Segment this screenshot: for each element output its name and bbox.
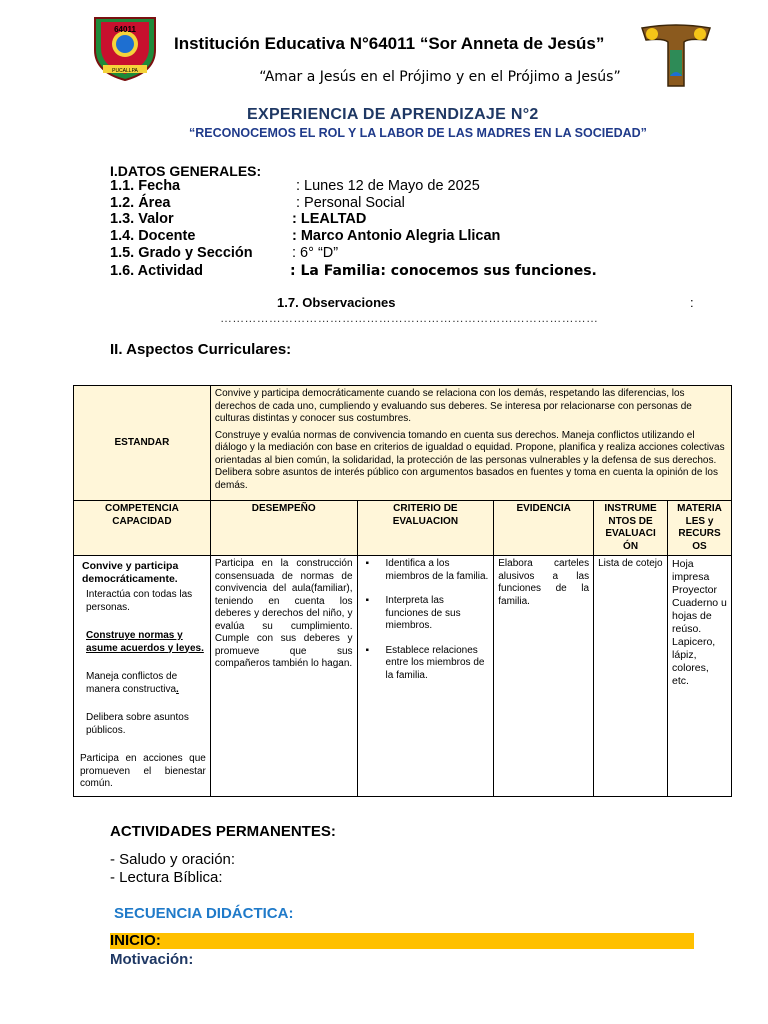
estandar-row <box>74 386 732 501</box>
criterio-item: ▪ Interpreta las funciones de sus miembros. <box>386 595 490 633</box>
docente-value: : Marco Antonio Alegria Llican <box>292 228 501 244</box>
criterio-item: ▪ Establece relaciones entre los miembros de la familia. <box>386 645 490 683</box>
grado-value: : 6° “D” <box>292 245 339 261</box>
competencia-header: COMPETENCIA CAPACIDAD <box>74 501 211 556</box>
capacidad-construye: Construye normas y asume acuerdos y leyes. <box>86 630 204 654</box>
capacidad-interactua: Interactúa con todas las personas. <box>86 589 193 613</box>
area-row <box>110 195 405 211</box>
evidencia-cell: Elabora carteles alusivos a las funciones de la familia. <box>494 556 594 797</box>
estandar-paragraph-1: Convive y participa democráticamente cuando se relaciona con los demás, respetando las diferencias, los derechos de cada uno, cumpliendo y evaluando sus deberes. Se interesa por relacionarse con personas de culturas distintas y conocer sus costumbres. <box>214 388 692 424</box>
capacidad-delibera: Delibera sobre asuntos públicos. <box>86 712 189 736</box>
motivacion-heading: Motivación: <box>110 951 194 968</box>
svg-text:PUCALLPA: PUCALLPA <box>112 68 138 74</box>
competencia-title: Convive y participa democráticamente. <box>82 560 179 585</box>
saludo-item: - Saludo y oración: <box>110 851 236 868</box>
observaciones-colon: : <box>690 295 694 310</box>
materiales-cell: Hoja impresa Proyector Cuaderno u hojas de reúso. Lapicero, lápiz, colores, etc. <box>668 556 732 797</box>
actividad-row <box>110 263 597 279</box>
criterio-cell <box>357 556 494 797</box>
estandar-paragraph-2: Construye y evalúa normas de convivencia tomando en cuenta sus derechos. Maneja conflictos utilizando el diálogo y la mediación con base en criterios de igualdad o equidad. Propone, planifica y realiza acciones colectivas orientadas al bien común, la solidaridad, la protección de las personas vulnerables y la defensa de sus derechos. Delibera sobre asuntos de interés público con argumentos basados en fuentes y toma en cuenta la opinión de los demás. <box>214 429 725 491</box>
inicio-heading: INICIO: <box>110 933 694 949</box>
actividad-label: 1.6. Actividad <box>110 263 203 279</box>
institution-title: Institución Educativa N°64011 “Sor Anneta de Jesús” <box>174 34 605 53</box>
area-value: : Personal Social <box>296 195 405 211</box>
table-row <box>74 556 732 797</box>
fecha-value: : Lunes 12 de Mayo de 2025 <box>296 178 480 194</box>
desempeno-header: DESEMPEÑO <box>210 501 357 556</box>
valor-label: 1.3. Valor <box>110 211 174 227</box>
grado-label: 1.5. Grado y Sección <box>110 245 253 261</box>
observaciones-dots: ………………………………………………………………………………… <box>220 311 599 325</box>
desempeno-cell: Participa en la construcción consensuada de normas de convivencia del aula(familiar), teniendo en cuenta los deberes y derechos del niño, y evalúa su cumplimiento. Cumple con sus deberes y promueve que sus compañeros también lo hagan. <box>210 556 357 797</box>
fecha-label: 1.1. Fecha <box>110 178 181 194</box>
docente-label: 1.4. Docente <box>110 228 196 244</box>
capacidad-maneja-dot: . <box>176 683 179 695</box>
instrumentos-cell: Lista de cotejo <box>594 556 668 797</box>
lectura-item: - Lectura Bíblica: <box>110 869 223 886</box>
datos-generales-heading: I.DATOS GENERALES: <box>110 163 262 179</box>
estandar-label: ESTANDAR <box>74 386 211 501</box>
valor-value: : LEALTAD <box>292 211 367 227</box>
capacidad-maneja <box>86 671 206 696</box>
fecha-row <box>110 178 480 194</box>
secuencia-heading: SECUENCIA DIDÁCTICA: <box>114 905 294 922</box>
table-header-row <box>74 501 732 556</box>
valor-row <box>110 211 367 227</box>
criterio-header: CRITERIO DE EVALUACION <box>357 501 494 556</box>
actividades-heading: ACTIVIDADES PERMANENTES: <box>110 823 336 840</box>
materiales-header: MATERIA LES y RECURS OS <box>668 501 732 556</box>
capacidad-participa: Participa en acciones que promueven el bienestar común. <box>80 753 206 789</box>
instrumentos-header: INSTRUME NTOS DE EVALUACI ÓN <box>594 501 668 556</box>
grado-row <box>110 245 339 261</box>
experience-title: EXPERIENCIA DE APRENDIZAJE N°2 <box>247 106 539 123</box>
criterio-item: ▪ Identifica a los miembros de la familia. <box>386 558 490 583</box>
observaciones-label: 1.7. Observaciones <box>277 295 396 310</box>
curricular-table <box>73 385 732 797</box>
evidencia-header: EVIDENCIA <box>494 501 594 556</box>
area-label: 1.2. Área <box>110 195 171 211</box>
actividad-value: : La Familia: conocemos sus funciones. <box>290 263 597 279</box>
school-motto: “Amar a Jesús en el Prójimo y en el Prójimo a Jesús” <box>259 69 621 85</box>
estandar-text <box>210 386 731 501</box>
svg-text:64011: 64011 <box>114 25 136 34</box>
capacidad-maneja-text: Maneja conflictos de manera constructiva <box>86 671 178 695</box>
docente-row <box>110 228 501 244</box>
experience-subtitle: “RECONOCEMOS EL ROL Y LA LABOR DE LAS MADRES EN LA SOCIEDAD” <box>189 126 647 140</box>
competencia-cell <box>74 556 211 797</box>
aspectos-heading: II. Aspectos Curriculares: <box>110 341 292 358</box>
school-crest-logo <box>93 16 157 82</box>
criterio-list <box>362 558 490 682</box>
